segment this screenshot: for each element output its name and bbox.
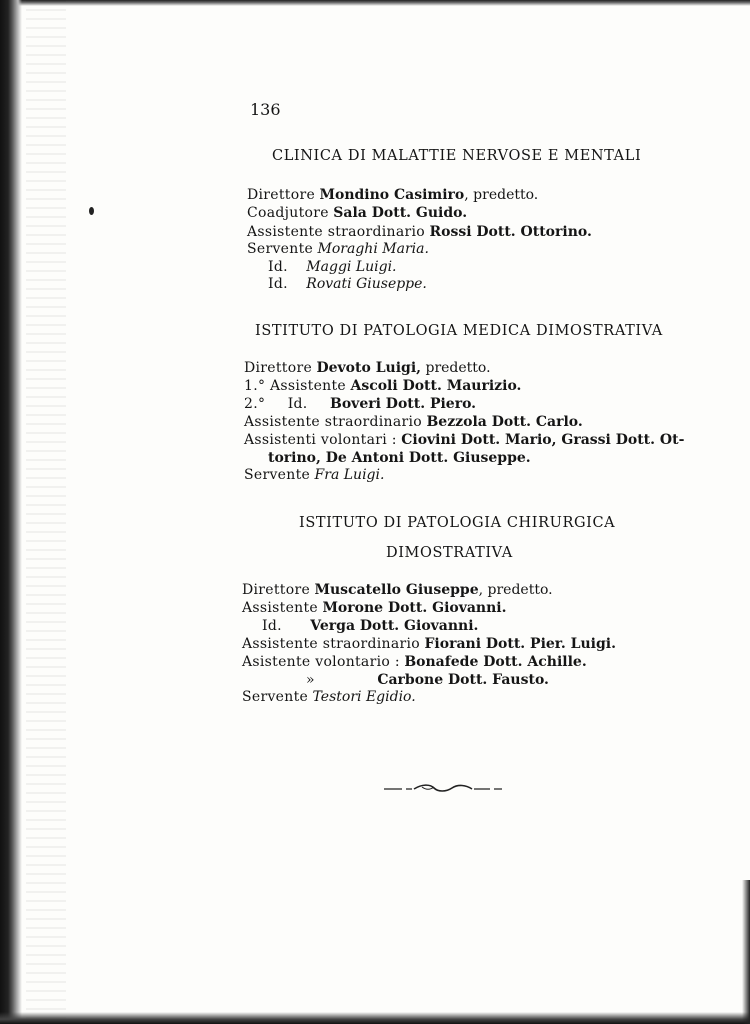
role: Id. bbox=[262, 618, 282, 634]
s1-entry-6 bbox=[268, 276, 427, 292]
ornament-divider bbox=[382, 780, 504, 796]
person-name: Fra Luigi. bbox=[314, 467, 385, 483]
person-name: Boveri Dott. Piero. bbox=[330, 396, 477, 412]
scan-edge-bottom bbox=[0, 1012, 750, 1024]
s1-entry-5 bbox=[268, 259, 397, 275]
ink-spot bbox=[89, 207, 94, 215]
section-2-title: ISTITUTO DI PATOLOGIA MEDICA DIMOSTRATIVA bbox=[255, 323, 663, 339]
s1-entry-1 bbox=[247, 187, 538, 203]
person-name: Maggi Luigi. bbox=[306, 259, 397, 275]
s3-entry-6 bbox=[306, 672, 549, 688]
role: Direttore bbox=[244, 360, 313, 376]
s2-entry-5-cont bbox=[268, 450, 531, 466]
scan-edge-texture bbox=[26, 0, 66, 1024]
person-name: Verga Dott. Giovanni. bbox=[310, 618, 479, 634]
note: , predetto. bbox=[478, 582, 553, 598]
note: , predetto. bbox=[464, 187, 539, 203]
scan-edge-left bbox=[0, 0, 22, 1024]
person-name: Rossi Dott. Ottorino. bbox=[429, 224, 592, 240]
person-name: Rovati Giuseppe. bbox=[306, 276, 427, 292]
s1-entry-4 bbox=[247, 241, 429, 257]
role: Assistente bbox=[242, 600, 318, 616]
person-name: Sala Dott. Guido. bbox=[333, 205, 468, 221]
s1-entry-2 bbox=[247, 205, 467, 221]
scan-edge-right bbox=[742, 880, 750, 1024]
section-3-title-line2: DIMOSTRATIVA bbox=[386, 545, 513, 561]
role: Servente bbox=[242, 689, 309, 705]
s3-entry-7 bbox=[242, 689, 416, 705]
s2-entry-1 bbox=[244, 360, 491, 376]
person-name: Testori Egidio. bbox=[312, 689, 416, 705]
role: 1.° Assistente bbox=[244, 378, 346, 394]
person-name: Muscatello Giuseppe bbox=[314, 582, 479, 598]
person-name: Ciovini Dott. Mario, Grassi Dott. Ot- bbox=[401, 432, 685, 448]
person-name: Mondino Casimiro bbox=[319, 187, 465, 203]
s3-entry-3 bbox=[262, 618, 478, 634]
person-name: Moraghi Maria. bbox=[317, 241, 429, 257]
s3-entry-4 bbox=[242, 636, 616, 652]
role: Assistente straordinario bbox=[247, 224, 426, 240]
role: Asistente volontario : bbox=[242, 654, 400, 670]
page-number: 136 bbox=[250, 100, 281, 119]
role-id: Id. bbox=[287, 396, 308, 412]
s1-entry-3 bbox=[247, 224, 592, 240]
role: Assistenti volontari : bbox=[244, 432, 397, 448]
person-name: Carbone Dott. Fausto. bbox=[377, 672, 549, 688]
s2-entry-5 bbox=[244, 432, 684, 448]
role: Direttore bbox=[247, 187, 316, 203]
person-name: Ascoli Dott. Maurizio. bbox=[350, 378, 522, 394]
role: Id. bbox=[268, 259, 288, 275]
role: Servente bbox=[244, 467, 311, 483]
ditto-mark: » bbox=[306, 672, 315, 688]
person-name: Devoto Luigi, bbox=[316, 360, 422, 376]
s3-entry-5 bbox=[242, 654, 587, 670]
person-name: Fiorani Dott. Pier. Luigi. bbox=[424, 636, 616, 652]
role: Id. bbox=[268, 276, 288, 292]
section-1-title: CLINICA DI MALATTIE NERVOSE E MENTALI bbox=[272, 148, 642, 164]
s2-entry-6 bbox=[244, 467, 384, 483]
s2-entry-2 bbox=[244, 378, 521, 394]
s2-entry-4 bbox=[244, 414, 583, 430]
s2-entry-3 bbox=[244, 396, 476, 412]
role: Assistente straordinario bbox=[242, 636, 421, 652]
role: Coadjutore bbox=[247, 205, 329, 221]
s3-entry-1 bbox=[242, 582, 553, 598]
person-name: Bezzola Dott. Carlo. bbox=[426, 414, 583, 430]
person-name: Bonafede Dott. Achille. bbox=[404, 654, 587, 670]
section-3-title-line1: ISTITUTO DI PATOLOGIA CHIRURGICA bbox=[299, 515, 616, 531]
role: Assistente straordinario bbox=[244, 414, 423, 430]
person-name: Morone Dott. Giovanni. bbox=[322, 600, 507, 616]
role: 2.° bbox=[244, 396, 266, 412]
s3-entry-2 bbox=[242, 600, 506, 616]
person-name-cont: torino, De Antoni Dott. Giuseppe. bbox=[268, 450, 531, 466]
scan-edge-top bbox=[10, 0, 750, 6]
note: predetto. bbox=[425, 360, 491, 376]
role: Servente bbox=[247, 241, 314, 257]
role: Direttore bbox=[242, 582, 311, 598]
